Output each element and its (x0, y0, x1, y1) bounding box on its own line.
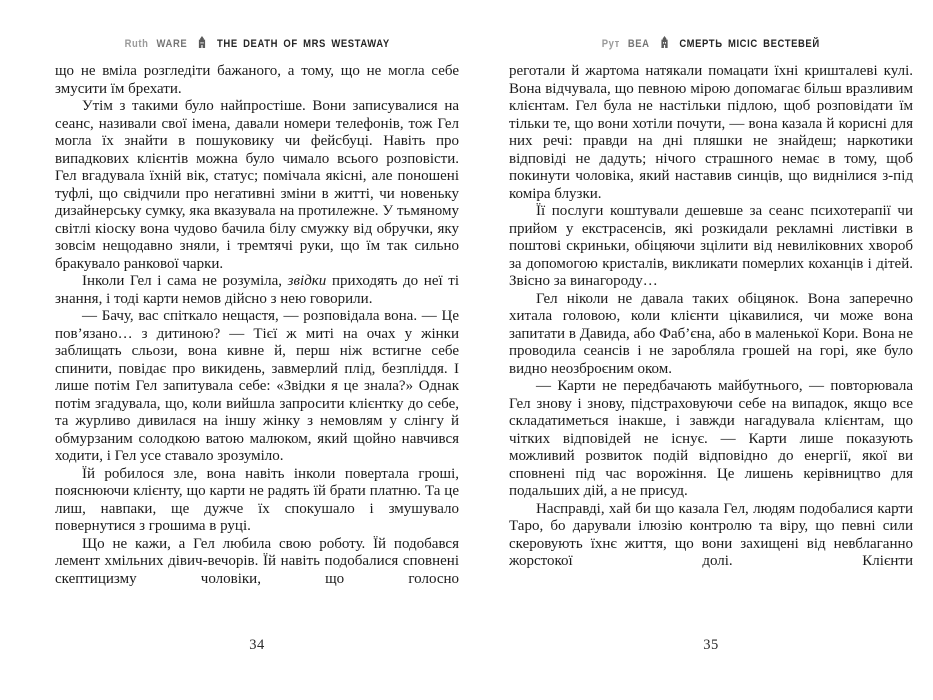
text-run: що не вміла розгледіти бажаного, а тому, що не могла себе змусити їм брехати. (55, 63, 459, 97)
paragraph (509, 378, 913, 501)
paragraph (55, 536, 459, 589)
paragraph (55, 308, 459, 466)
author-last-name: ВЕА (628, 38, 650, 50)
text-run: — Карти не передбачають майбутнього, — повторювала Гел знову і знову, підстраховуючи себе на випадок, якщо все складатиметься інакше, і завжди нагадувала клієнтам, що чітких відповідей не існує. — Карти лише показують можливий розвиток подій відповідно до енергії, якої ви сповнені під час ворожіння. Це лишень керівництво для подальших дій, а не присуд. (509, 378, 913, 499)
book-title: СМЕРТЬ МІСІС ВЕСТЕВЕЙ (679, 38, 821, 50)
text-run: реготали й жартома натякали помацати їхні кришталеві кулі. Вона відчувала, що певною мірою допомагає більш вразливим клієнтам. Гел була не настільки підлою, щоб розповідати їм тільки те, що вони хотіли почути, — вона казала й корисні для них речі: правди на дні пляшки не знайдеш; наркотики відповіді не дадуть; нічого страшного немає в тому, щоб покинути чоловіка, який наставив синців, що виднілися з-під коміра блузки. (509, 63, 913, 202)
page-right (509, 0, 913, 700)
page-number-right: 35 (703, 637, 719, 653)
paragraph (509, 291, 913, 379)
paragraph (509, 203, 913, 291)
text-run: Що не кажи, а Гел любила свою роботу. Їй подобався лемент хмільних дівич-вечорів. Їй навіть подобалися сповнені скептицизму чоловіки, що голосно (55, 535, 459, 587)
text-run: Утім з такими було найпростіше. Вони записувалися на сеанс, називали свої імена, давали номери телефонів, тож Гел могла їх знайти в пошуковику чи фейсбуці. Навіть про випадкових клієнтів можна було чимало всього розповісти. Гел вгадувала їхній вік, статус; помічала якісні, але поношені туфлі, що свідчили про негативні зміни в житті, чи новеньку дизайнерську сумку, яка вказувала на протилежне. У тьмяному світлі кіоску вона чудово бачила білу смужку від обручки, яку зовсім нещодавно зняли, і тремтячі руки, що їм так сильно бракувало ранкової чарки. (55, 98, 459, 272)
page-body (55, 63, 459, 588)
text-run: приходять до неї ті знання, і тоді карти немов дійсно з нею говорили. (55, 273, 459, 307)
paragraph (509, 501, 913, 571)
publisher-house-icon (660, 36, 669, 52)
paragraph (55, 98, 459, 273)
text-run: Насправді, хай би що казала Гел, людям подобалися карти Таро, бо дарували ілюзію контролю та віру, що певні сили скеровують їхнє життя, що вони захищені від невблаганно жорстокої долі. Клієнти (509, 500, 913, 569)
page-left (55, 0, 459, 700)
text-run: Інколи Гел і сама не розуміла, (82, 273, 288, 289)
paragraph (55, 273, 459, 308)
author-last-name: WARE (156, 38, 188, 50)
book-title: THE DEATH OF MRS WESTAWAY (216, 38, 390, 50)
page-number-left: 34 (249, 637, 265, 653)
text-run: Гел ніколи не давала таких обіцянок. Вона заперечно хитала головою, коли клієнти цікавилися, чи може вона запитати в Давида, або Фаб’єна, або в маленької Кори. Вона не проводила сеансів і не заробляла грошей на горі, яке було видно неозброєним оком. (509, 290, 913, 377)
paragraph (55, 466, 459, 536)
author-first-name: Рут (601, 38, 621, 50)
page-body (509, 63, 913, 571)
paragraph (509, 63, 913, 203)
italic-text: звідки (287, 273, 327, 289)
running-header-right (509, 34, 913, 52)
author-first-name: Ruth (124, 38, 149, 50)
publisher-house-icon (198, 36, 207, 52)
text-run: Її послуги коштували дешевше за сеанс психотерапії чи прийом у екстрасенсів, які розкидали рекламні листівки в поштові скриньки, обіцяючи зцілити від невиліковних хвороб за допомогою кристалів, викликати померлих коханців і дітей. Звісно за винагороду… (509, 203, 913, 289)
paragraph (55, 63, 459, 98)
text-run: — Бачу, вас спіткало нещастя, — розповідала вона. — Це пов’язано… з дитиною? — Тієї ж миті на очах у жінки заблищать сльози, вона кивне й, перш ніж встигне себе спинити, повідає про викидень, завмерлий плід, безпліддя. І лише потім Гел запитувала себе: «Звідки я це знала?» Однак потім згадувала, що, коли вийшла запросити клієнтку до себе, та журливо дивилася на іншу жінку з немовлям у слінгу й обмурзаним солодкою ватою малюком, який щойно навчився ходити, і Гел усе ставало зрозуміло. (55, 308, 459, 464)
running-header-left (55, 34, 459, 52)
text-run: Їй робилося зле, вона навіть інколи повертала гроші, пояснюючи клієнту, що карти не радять їй брати платню. Та це лиш, навпаки, ще дужче їх спокушало і змушувало повернутися з грошима в руці. (55, 465, 459, 534)
